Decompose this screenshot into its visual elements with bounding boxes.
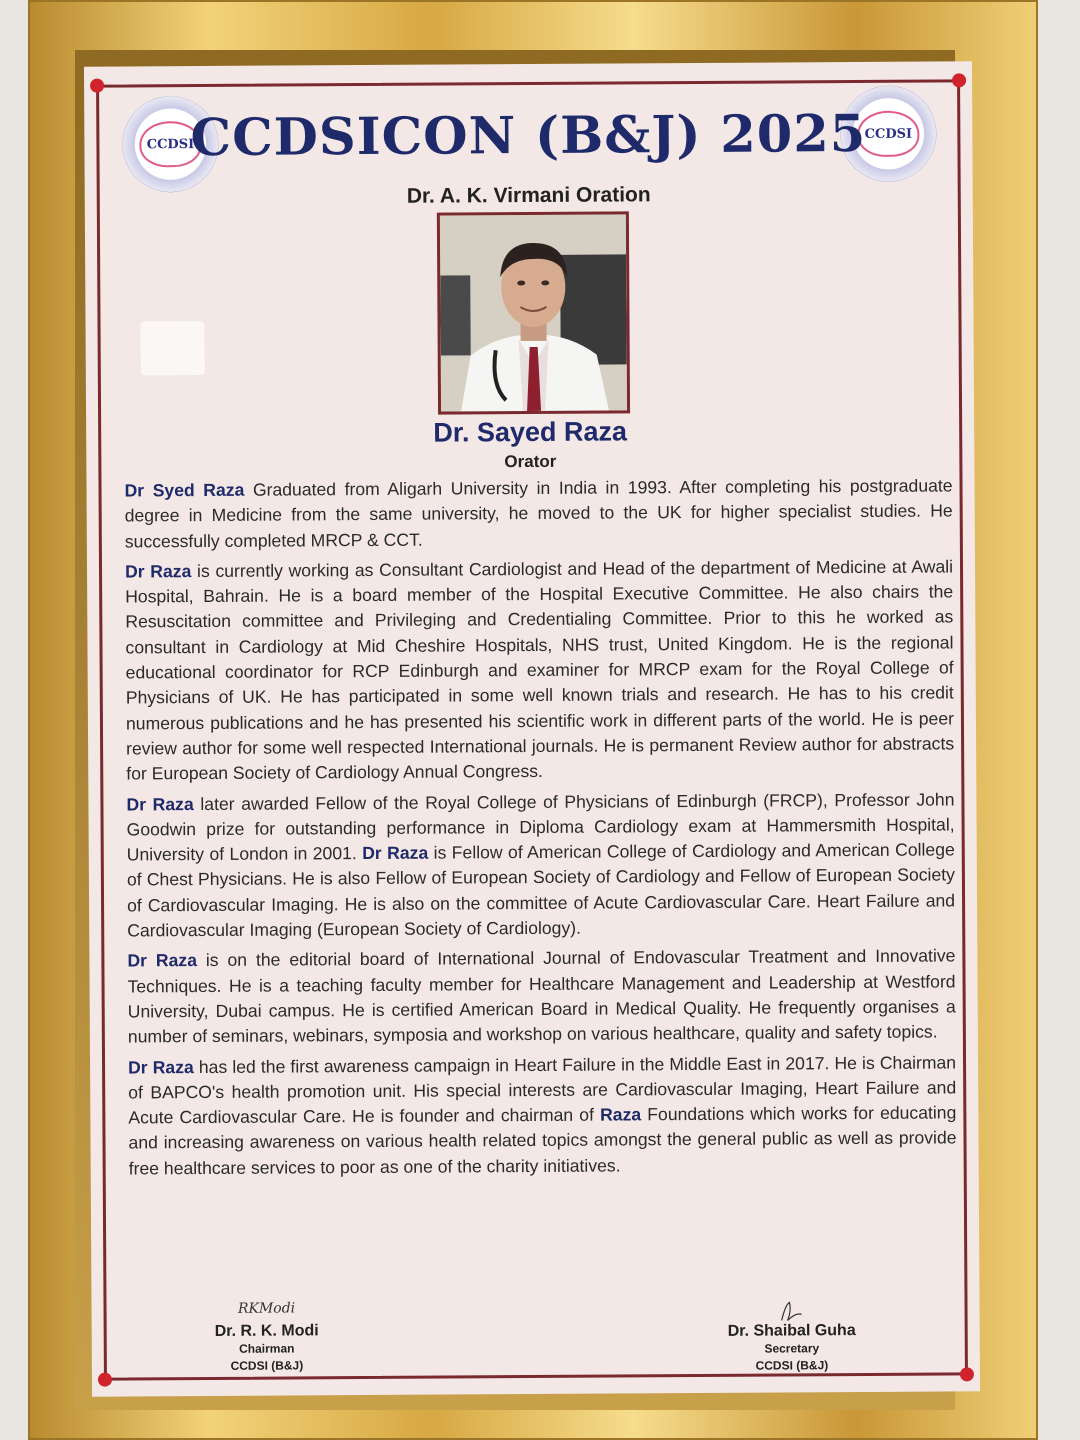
corner-dot (952, 73, 966, 87)
bio-text: is Fellow of American College of Cardiology and American College of Chest Physicians. He is also Fellow of European Society of Cardiology and Fellow of European Society of Cardiovascular Imaging. He is also on the committee of Acute Cardiovascular Care. Heart Failure and Cardiovascular Imaging (European Society of Cardiology). (126, 839, 956, 941)
bio-lead: Dr Raza (126, 793, 194, 815)
handwritten-signature (701, 1300, 881, 1323)
corner-dot (98, 1373, 112, 1387)
signatory-name: Dr. Shaibal Guha (727, 1322, 856, 1340)
signatory-title: Chairman (239, 1341, 295, 1356)
oration-poster (84, 61, 980, 1396)
orator-role: Orator (504, 451, 557, 472)
bio-lead: Raza (599, 1104, 642, 1125)
heart-logo-icon: CCDSI (857, 111, 919, 157)
bio-lead: Dr Raza (362, 842, 429, 864)
bio-lead: Dr Raza (127, 950, 198, 971)
orator-biography (124, 473, 956, 1186)
handwritten-signature: RKModi (237, 1300, 296, 1317)
signatory-org: CCDSI (B&J) (230, 1358, 304, 1373)
bio-text: is on the editorial board of International Journal of Endovascular Treatment and Innovative Techniques. He is a teaching faculty member for Healthcare Management and Leadership at Westford University, Dubai campus. He is certified American Board in Medical Quality. He frequently organises a number of seminars, webinars, symposia and workshop on various healthcare, quality and safety topics. (127, 945, 956, 1047)
bio-paragraph (125, 554, 954, 787)
bio-text: later awarded Fellow of the Royal College of Physicians of Edinburgh (FRCP), Professor John Goodwin prize for outstanding performance in Diploma Cardiology exam at Hammersmith Hospital, University of London in 2001. (126, 788, 955, 865)
event-title: CCDSICON (B&J) 2025 (190, 103, 867, 169)
glass-glare (141, 321, 205, 375)
corner-dot (960, 1367, 974, 1381)
orator-photo (437, 211, 630, 414)
bio-paragraph (126, 787, 955, 944)
bio-lead: Dr Syed Raza (124, 479, 245, 501)
bio-paragraph (124, 473, 952, 554)
bio-text: is currently working as Consultant Cardiologist and Head of the department of Medicine at Awali Hospital, Bahrain. He is a board member of the Hospital Executive Committee. He also chairs the Resuscitation committee and Privileging and Credentialing Committee. Prior to this he worked as consultant in Cardiology at Mid Cheshire Hospitals, NHS trust, United Kingdom. He is the regional educational coordinator for RCP Edinburgh and examiner for MRCP exam for the Royal College of Physicians of UK. He has participated in some well known trials and research. He has to his credit numerous publications and he has presented his scientific work in different parts of the world. He is peer review author for some well respected International journals. He is permanent Review author for abstracts for European Society of Cardiology Annual Congress. (125, 556, 955, 784)
corner-dot (90, 79, 104, 93)
bio-paragraph (128, 1050, 957, 1182)
bio-paragraph (127, 944, 956, 1050)
signature-secretary (701, 1300, 881, 1375)
oration-name: Dr. A. K. Virmani Oration (406, 183, 651, 208)
bio-text: Graduated from Aligarh University in India in 1993. After completing his postgraduate degree in Medicine from the same university, he moved to the UK for higher specialist studies. He successfully completed MRCP & CCT. (124, 475, 953, 552)
signatory-org: CCDSI (B&J) (755, 1358, 829, 1373)
signatory-name: Dr. R. K. Modi (214, 1322, 319, 1340)
signatory-title: Secretary (764, 1341, 820, 1356)
bio-lead: Dr Raza (127, 1056, 194, 1078)
heart-logo-icon: CCDSI (139, 121, 201, 167)
orator-name: Dr. Sayed Raza (433, 416, 628, 448)
bio-text: Foundations which works for educating and increasing awareness on various health related topics amongst the general public as well as provide free healthcare services to poor as one of the charity initiatives. (128, 1102, 957, 1179)
bio-text: has led the first awareness campaign in Heart Failure in the Middle East in 2017. He is Chairman of BAPCO's health promotion unit. His special interests are Cardiovascular Imaging, Heart Failure and Acute Cardiovascular Care. He is founder and chairman of (128, 1051, 957, 1128)
signature-chairman (191, 1300, 341, 1375)
bio-lead: Dr Raza (124, 560, 192, 582)
